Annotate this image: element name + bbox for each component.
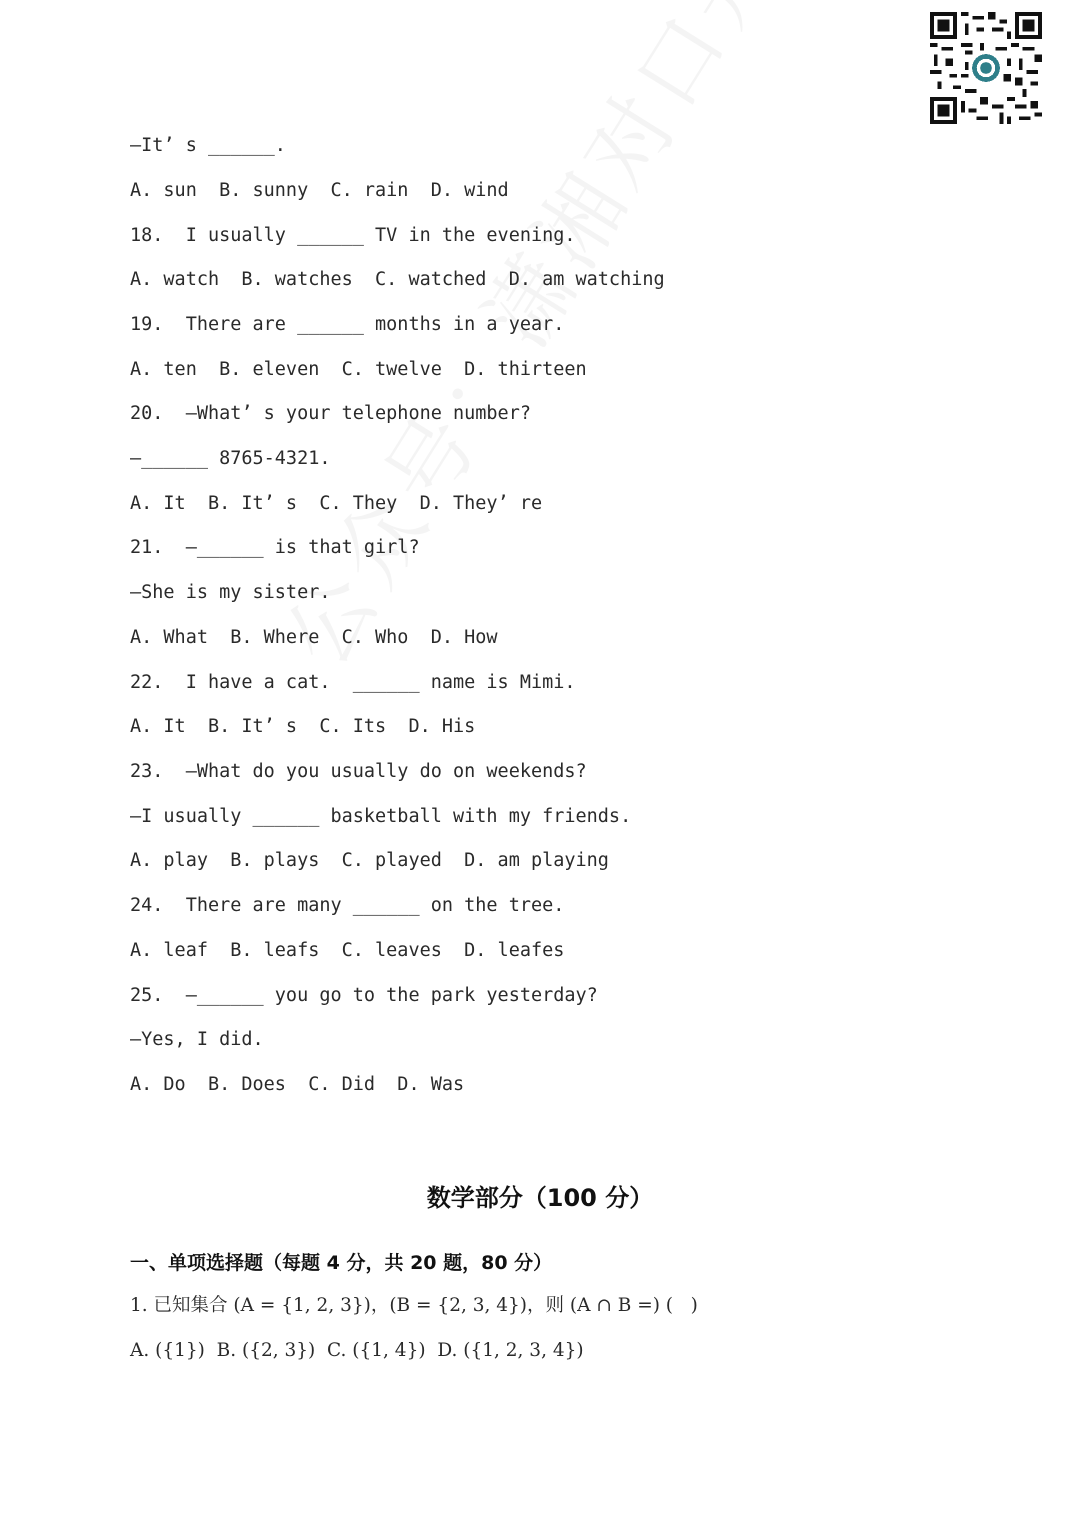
question-18: 18. I usually ______ TV in the evening. — [130, 225, 576, 246]
options-line: A. leaf B. leafs C. leaves D. leafes — [130, 940, 565, 961]
options-line: A. What B. Where C. Who D. How — [130, 627, 498, 648]
answer-line: —Yes, I did. — [130, 1029, 264, 1050]
question-22: 22. I have a cat. ______ name is Mimi. — [130, 672, 576, 693]
options-line: A. play B. plays C. played D. am playing — [130, 850, 609, 871]
answer-line: —She is my sister. — [130, 582, 331, 603]
options-line: A. It B. It’ s C. They D. They’ re — [130, 493, 543, 514]
question-23: 23. —What do you usually do on weekends? — [130, 761, 587, 782]
question-25: 25. —______ you go to the park yesterday? — [130, 985, 598, 1006]
math-subsection-title: 一、单项选择题（每题 4 分，共 20 题，80 分） — [130, 1252, 553, 1274]
question-19: 19. There are ______ months in a year. — [130, 314, 565, 335]
options-line: A. Do B. Does C. Did D. Was — [130, 1074, 465, 1095]
question-24: 24. There are many ______ on the tree. — [130, 895, 565, 916]
options-line: A. watch B. watches C. watched D. am watching — [130, 269, 665, 290]
math-section-title: 数学部分（100 分） — [426, 1184, 654, 1212]
options-line: A. sun B. sunny C. rain D. wind — [130, 180, 509, 201]
math-options-1: A. ({1}) B. ({2, 3}) C. ({1, 4}) D. ({1, 2, 3, 4}) — [130, 1340, 584, 1361]
watermark — [250, 0, 853, 686]
qr-code — [930, 12, 1042, 124]
question-21: 21. —______ is that girl? — [130, 537, 420, 558]
answer-line: —I usually ______ basketball with my friends. — [130, 806, 632, 827]
math-question-1: 1. 已知集合 (A = {1, 2, 3})，(B = {2, 3, 4})，则 (A ∩ B =) ( ) — [130, 1295, 698, 1316]
options-line: A. ten B. eleven C. twelve D. thirteen — [130, 359, 587, 380]
answer-line: —______ 8765-4321. — [130, 448, 331, 469]
answer-line: —It’ s ______. — [130, 135, 286, 156]
question-20: 20. —What’ s your telephone number? — [130, 403, 531, 424]
options-line: A. It B. It’ s C. Its D. His — [130, 716, 476, 737]
